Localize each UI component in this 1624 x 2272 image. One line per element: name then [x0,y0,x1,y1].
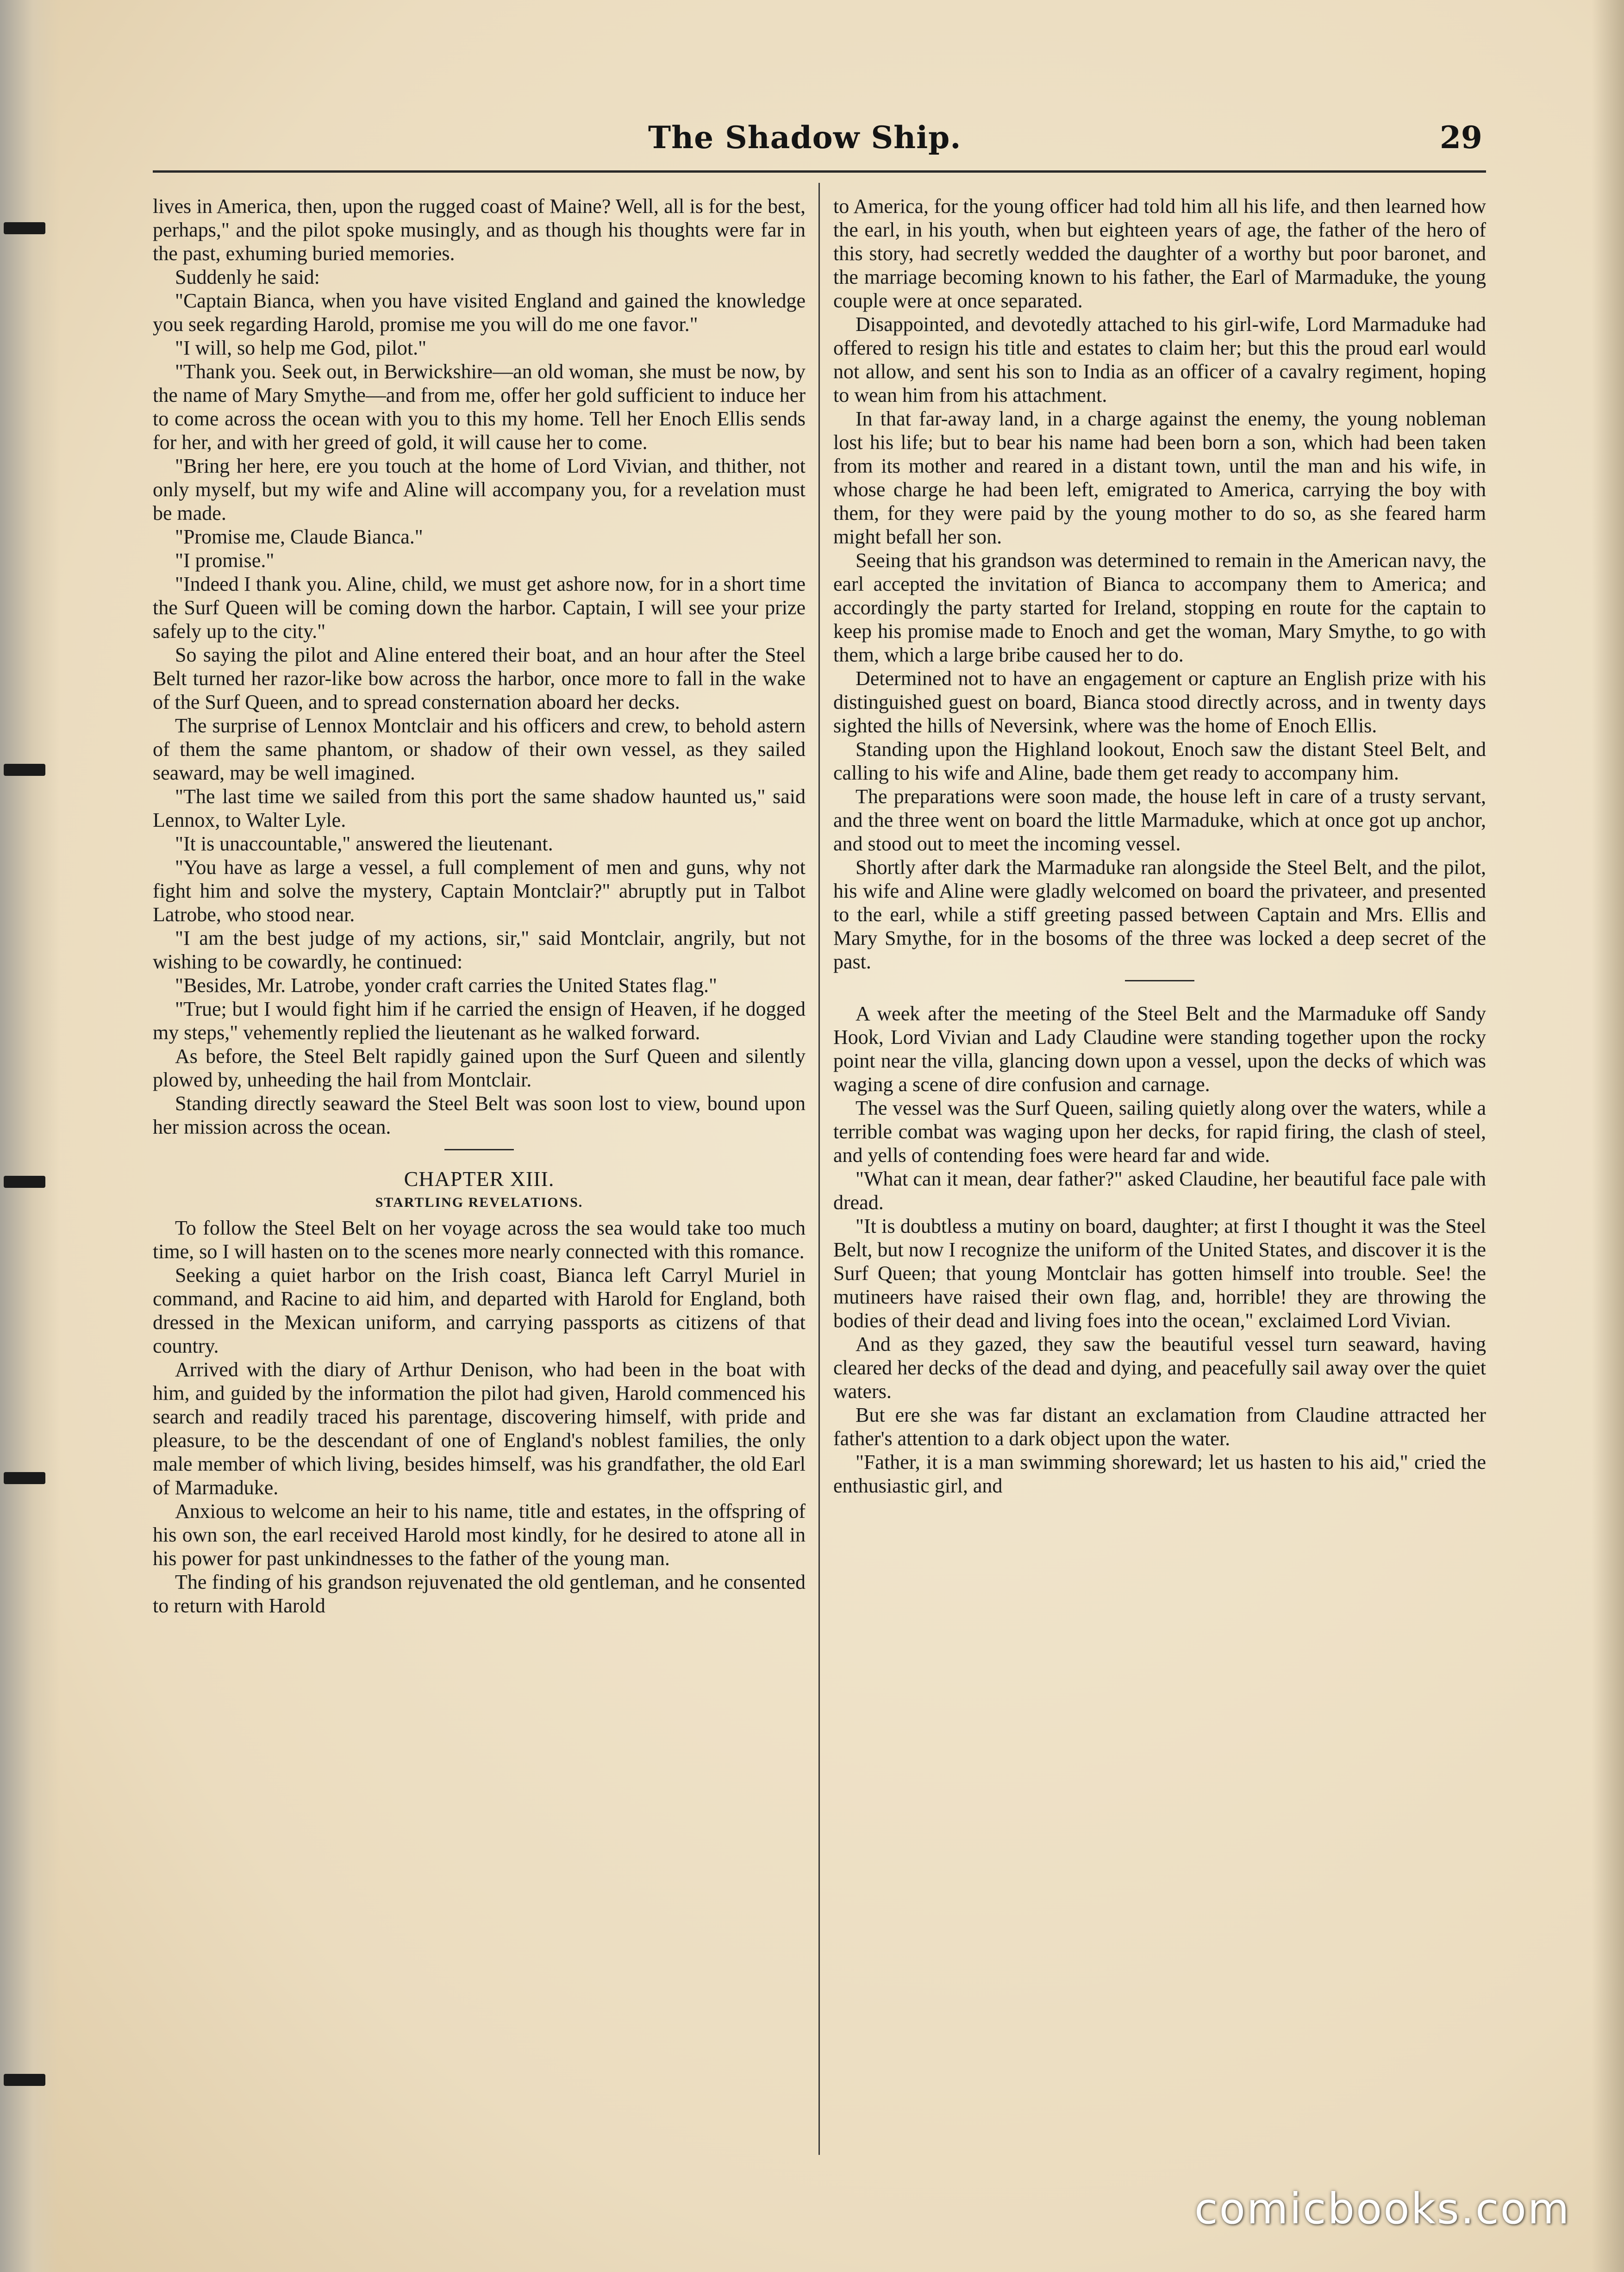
paragraph: "Bring her here, ere you touch at the home of Lord Vivian, and thither, not only myself, but my wife and Aline will accompany you, for a revelation must be made. [153,455,806,524]
paragraph: Standing directly seaward the Steel Belt was soon lost to view, bound upon her mission across the ocean. [153,1092,806,1138]
column-divider [818,183,820,2155]
paragraph: A week after the meeting of the Steel Belt and the Marmaduke off Sandy Hook, Lord Vivian and Lady Claudine were standing together upon the rocky point near the villa, glancing down upon a vessel, upon the decks of which was waging a scene of dire confusion and carnage. [833,1002,1486,1096]
left-column [153,194,806,1617]
paragraph: Determined not to have an engagement or capture an English prize with his distinguished guest on board, Bianca stood directly across, and in twenty days sighted the hills of Neversink, where was the home of Enoch Ellis. [833,667,1486,737]
chapter-title: CHAPTER XIII. [404,1167,555,1191]
paragraph: "I am the best judge of my actions, sir," said Montclair, angrily, but not wishing to be cowardly, he continued: [153,927,806,973]
site-watermark: comicbooks.com [1194,2184,1571,2234]
paragraph: "It is doubtless a mutiny on board, daughter; at first I thought it was the Steel Belt, but now I recognize the uniform of the United States, and discover it is the Surf Queen; that young Montclair has gotten himself into trouble. See! the mutineers have raised their own flag, and, horrible! they are throwing the bodies of their dead and living foes into the ocean," exclaimed Lord Vivian. [833,1215,1486,1332]
paragraph: And as they gazed, they saw the beautiful vessel turn seaward, having cleared her decks of the dead and dying, and peacefully sail away over the quiet waters. [833,1333,1486,1403]
section-rule [444,1149,514,1150]
paragraph: But ere she was far distant an exclamation from Claudine attracted her father's attention to a dark object upon the water. [833,1404,1486,1450]
paragraph: Disappointed, and devotedly attached to his girl-wife, Lord Marmaduke had offered to resign his title and estates to claim her; but this the proud earl would not allow, and sent his son to India as an officer of a cavalry regiment, hoping to wean him from his attachment. [833,313,1486,406]
paragraph: Suddenly he said: [175,266,320,288]
paragraph: "Indeed I thank you. Aline, child, we must get ashore now, for in a short time the Surf Queen will be coming down the harbor. Captain, I will see your prize safely up to the city." [153,573,806,643]
paragraph: "You have as large a vessel, a full complement of men and guns, why not fight him and solve the mystery, Captain Montclair?" abruptly put in Talbot Latrobe, who stood near. [153,856,806,926]
page-number: 29 [1440,119,1482,156]
staple-mark [4,2074,45,2086]
paragraph: "It is unaccountable," answered the lieutenant. [175,832,553,855]
paragraph: "True; but I would fight him if he carried the ensign of Heaven, if he dogged my steps," vehemently replied the lieutenant as he walked forward. [153,998,806,1044]
paragraph: "Captain Bianca, when you have visited England and gained the knowledge you seek regarding Harold, promise me you will do me one favor." [153,289,806,336]
paragraph: "Besides, Mr. Latrobe, yonder craft carries the United States flag." [175,974,717,997]
staple-mark [4,1472,45,1484]
header-rule [153,170,1486,173]
paragraph: Arrived with the diary of Arthur Denison, who had been in the boat with him, and guided by the information the pilot had given, Harold commenced his search and readily traced his parentage, discovering himself, with pride and pleasure, to be the descendant of one of England's noblest families, the only male member of which living, besides himself, was his grandfather, the old Earl of Marmaduke. [153,1358,806,1499]
paragraph: "Father, it is a man swimming shoreward; let us hasten to his aid," cried the enthusiastic girl, and [833,1451,1486,1497]
staple-mark [4,1176,45,1188]
paragraph: So saying the pilot and Aline entered their boat, and an hour after the Steel Belt turned her razor-like bow across the harbor, once more to fall in the wake of the Surf Queen, and to spread consternation aboard her decks. [153,643,806,713]
paragraph: To follow the Steel Belt on her voyage across the sea would take too much time, so I will hasten on to the scenes more nearly connected with this romance. [153,1217,806,1263]
paragraph: "The last time we sailed from this port the same shadow haunted us," said Lennox, to Walter Lyle. [153,785,806,831]
paragraph: As before, the Steel Belt rapidly gained upon the Surf Queen and silently plowed by, unheeding the hail from Montclair. [153,1045,806,1091]
paragraph: In that far-away land, in a charge against the enemy, the young nobleman lost his life; but to bear his name had been born a son, which had been taken from its mother and reared in a distant town, until the man and his wife, in whose charge he had been left, emigrated to America, carrying the boy with them, for they were paid by the young mother to do so, as she feared harm might befall her son. [833,407,1486,548]
paragraph: Seeing that his grandson was determined to remain in the American navy, the earl accepted the invitation of Bianca to accompany them to America; and accordingly the party started for Ireland, stopping en route for the captain to keep his promise made to Enoch and get the woman, Mary Smythe, to go with them, which a large bribe caused her to do. [833,549,1486,666]
paragraph: Shortly after dark the Marmaduke ran alongside the Steel Belt, and the pilot, his wife and Aline were gladly welcomed on board the privateer, and presented to the earl, while a stiff greeting passed between Captain and Mrs. Ellis and Mary Smythe, for in the bosoms of the three was locked a deep secret of the past. [833,856,1486,973]
paragraph: "I promise." [175,549,275,572]
paragraph: The vessel was the Surf Queen, sailing quietly along over the waters, while a terrible combat was waging upon her decks, for rapid firing, the clash of steel, and yells of contending foes were heard far and wide. [833,1097,1486,1167]
paragraph: The preparations were soon made, the house left in care of a trusty servant, and the three went on board the little Marmaduke, which at once got up anchor, and stood out to meet the incoming vessel. [833,785,1486,855]
paragraph: Anxious to welcome an heir to his name, title and estates, in the offspring of his own son, the earl received Harold most kindly, for he desired to atone all in his power for past unkindnesses to the father of the young man. [153,1500,806,1570]
paragraph: "What can it mean, dear father?" asked Claudine, her beautiful face pale with dread. [833,1167,1486,1214]
paragraph: lives in America, then, upon the rugged coast of Maine? Well, all is for the best, perhaps," and the pilot spoke musingly, and as though his thoughts were far in the past, exhuming buried memories. [153,195,806,265]
staple-mark [4,764,45,776]
paragraph: The finding of his grandson rejuvenated the old gentleman, and he consented to return with Harold [153,1571,806,1617]
paragraph: to America, for the young officer had told him all his life, and then learned how the earl, in his youth, when but eighteen years of age, the father of the hero of this story, had secretly wedded the daughter of a worthy but poor baronet, and the marriage becoming known to his father, the Earl of Marmaduke, the young couple were at once separated. [833,195,1486,312]
running-head-title: The Shadow Ship. [648,119,962,156]
paragraph: "Promise me, Claude Bianca." [175,525,423,548]
right-column [833,194,1486,1498]
staple-mark [4,222,45,234]
paragraph: The surprise of Lennox Montclair and his officers and crew, to behold astern of them the same phantom, or shadow of their own vessel, as they sailed seaward, may be well imagined. [153,714,806,784]
paragraph: "I will, so help me God, pilot." [175,337,427,359]
paragraph: Standing upon the Highland lookout, Enoch saw the distant Steel Belt, and calling to his wife and Aline, bade them get ready to accompany him. [833,738,1486,784]
paragraph: "Thank you. Seek out, in Berwickshire—an old woman, she must be now, by the name of Mary Smythe—and from me, offer her gold sufficient to induce her to come across the ocean with you to this my home. Tell her Enoch Ellis sends for her, and with her greed of gold, it will cause her to come. [153,360,806,454]
paragraph: Seeking a quiet harbor on the Irish coast, Bianca left Carryl Muriel in command, and Racine to aid him, and departed with Harold for England, both dressed in the Mexican uniform, and carrying passports as citizens of that country. [153,1264,806,1357]
chapter-subtitle: STARTLING REVELATIONS. [375,1195,583,1210]
section-break-rule [1125,980,1194,981]
